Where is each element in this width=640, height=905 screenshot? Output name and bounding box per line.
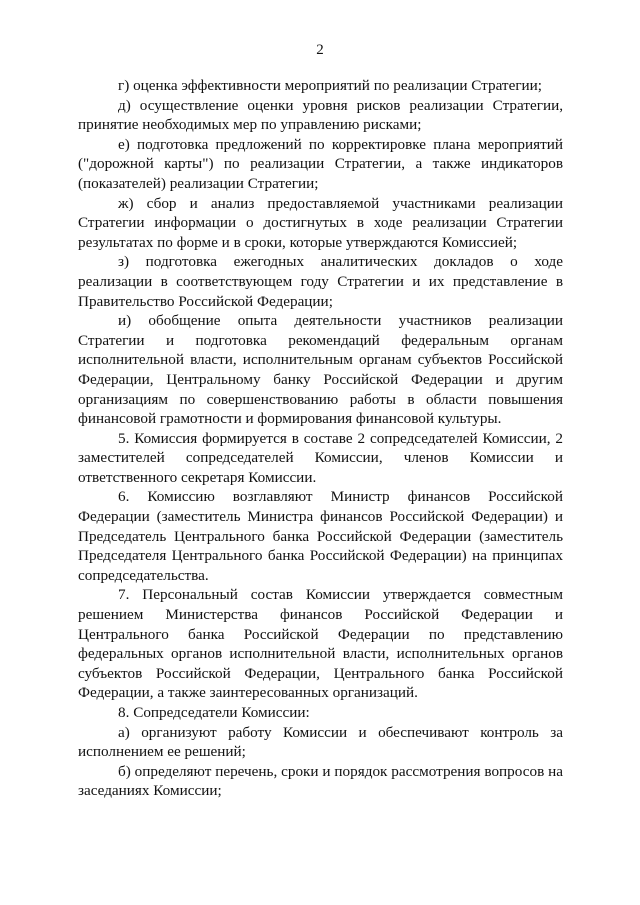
paragraph-6: 6. Комиссию возглавляют Министр финансов Российской Федерации (заместитель Министра финансов Российской Федерации) и Председатель Центрального банка Российской Федерации (заместитель Председателя Центрального банка Российской Федерации) на принципах сопредседательства. xyxy=(78,488,563,584)
paragraph-g: г) оценка эффективности мероприятий по реализации Стратегии; xyxy=(118,77,543,94)
paragraph-5: 5. Комиссия формируется в составе 2 сопредседателей Комиссии, 2 заместителей сопредседателей Комиссии, членов Комиссии и ответственного секретаря Комиссии. xyxy=(78,429,563,486)
document-body xyxy=(78,76,563,801)
paragraph-zh: ж) сбор и анализ предоставляемой участниками реализации Стратегии информации о достигнутых в ходе реализации Стратегии результатах по форме и в сроки, которые утверждаются Комиссией; xyxy=(78,194,563,251)
paragraph-8a: а) организуют работу Комиссии и обеспечивают контроль за исполнением ее решений; xyxy=(78,723,563,761)
paragraph-z: з) подготовка ежегодных аналитических докладов о ходе реализации в соответствующем году Стратегии и их представление в Правительство Российской Федерации; xyxy=(78,253,563,310)
paragraph-8b: б) определяют перечень, сроки и порядок рассмотрения вопросов на заседаниях Комиссии; xyxy=(78,762,563,800)
page-number: 2 xyxy=(316,42,324,58)
paragraph-d: д) осуществление оценки уровня рисков реализации Стратегии, принятие необходимых мер по управлению рисками; xyxy=(78,96,563,134)
paragraph-i: и) обобщение опыта деятельности участников реализации Стратегии и подготовка рекомендаций федеральным органам исполнительной власти, исполнительным органам субъектов Российской Федерации, Центральному банку Российской Федерации и другим организациям по совершенствованию работы в области повышения финансовой грамотности и формирования финансовой культуры. xyxy=(78,312,563,428)
paragraph-8: 8. Сопредседатели Комиссии: xyxy=(118,704,310,721)
paragraph-7: 7. Персональный состав Комиссии утверждается совместным решением Министерства финансов Российской Федерации и Центрального банка Российской Федерации по представлению федеральных органов исполнительной власти, исполнительных органов субъектов Российской Федерации, Центрального банка Российской Федерации, а также заинтересованных организаций. xyxy=(78,586,563,702)
paragraph-e: е) подготовка предложений по корректировке плана мероприятий ("дорожной карты") по реализации Стратегии, а также индикаторов (показателей) реализации Стратегии; xyxy=(78,135,563,192)
